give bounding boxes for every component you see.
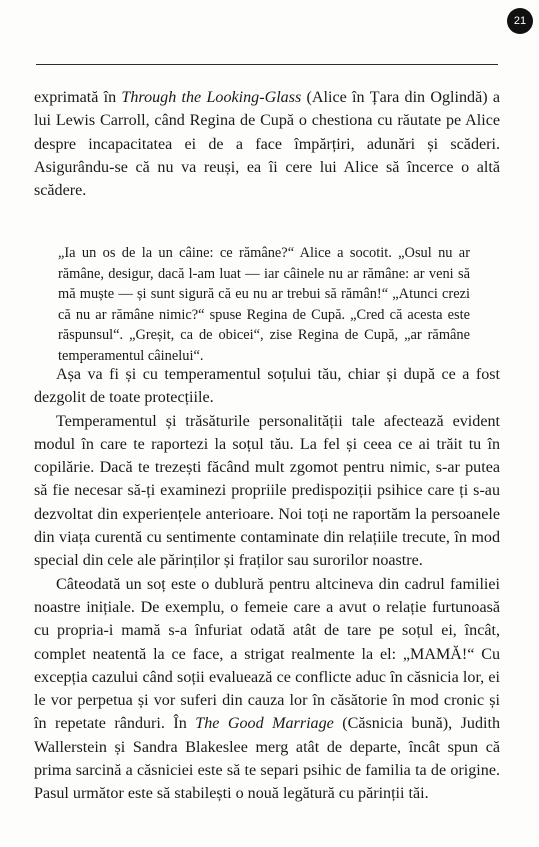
page-number: 21	[507, 8, 533, 34]
intro-text	[34, 86, 500, 202]
paragraph-spouse-double	[34, 573, 500, 806]
intro-paragraph	[34, 86, 500, 202]
paragraph-personality-traits: Temperamentul și trăsăturile personalității tale afectează evident modul în care te raportezi la soțul tău. La fel și ceea ce ai trăit tu în copilărie. Dacă te trezești făcând mult zgomot pentru nimic, s-ar putea să fie necesar să-ți examinezi propriile predispoziții psihice care ți s-au dezvoltat din experiențele anterioare. Noi toți ne raportăm la persoanele din viața curentă cu sentimente contaminate din relațiile trecute, în mod special din cele ale părinților și fraților sau surorilor noastre.	[34, 412, 500, 570]
header-rule	[36, 64, 498, 65]
block-quote: „Ia un os de la un câine: ce rămâne?“ Alice a socotit. „Osul nu ar rămâne, desigur, dacă l-am luat — iar câinele nu ar rămâne: ar veni să mă muște — și sunt sigură că eu nu ar trebui să rămân!“ „Atunci crezi că nu ar rămâne nimic?“ spuse Regina de Cupă. „Cred că acesta este răspunsul“. „Greșit, ca de obicei“, zise Regina de Cupă, „ar rămâne temperamentul câinelui“.	[58, 245, 470, 364]
intro-text-part-1: exprimată în	[34, 89, 122, 106]
paragraph-spouse-double-part-2: (Căsnicia bună), Judith Wallerstein și Sandra Blakeslee merg atât de departe, încât spun că prima sarcină a căsniciei este să te separi psihic de familia ta de origine. Pasul următor este să stabilești o nouă legătură cu părinții tăi.	[34, 715, 501, 803]
paragraph-spouse-double-part-1: Câteodată un soț este o dublură pentru altcineva din cadrul familiei noastre inițiale. De exemplu, o femeie care a avut o relație furtunoasă cu propria-i mamă s-a înfuriat odată atât de tare pe soțul ei, încât, complet neatentă la ce face, a strigat realmente la el: „MAMĂ!“ Cu excepția cazului când soții evaluează ce conflicte aduc în căsnicia lor, ei le vor perpetua și vor suferi din cauza lor în căsătorie în mod cronic și în repetate rânduri. În	[34, 575, 500, 733]
paragraph-temperament-spouse: Așa va fi și cu temperamentul soțului tău, chiar și după ce a fost dezgolit de toate protecțiile.	[34, 366, 500, 407]
book-title-the-good-marriage: The Good Marriage	[195, 715, 334, 733]
book-title-through-the-looking-glass: Through the Looking-Glass	[121, 89, 302, 106]
main-text	[34, 363, 500, 806]
intro-text-part-2: (Alice în Țara din Oglindă) a lui Lewis Carroll, când Regina de Cupă o chestiona cu răutate pe Alice despre incapacitatea ei de a face împărțiri, adunări și scăderi. Asigurându-se că nu va reuși, ea îi cere lui Alice să încerce o altă scădere.	[34, 89, 500, 200]
